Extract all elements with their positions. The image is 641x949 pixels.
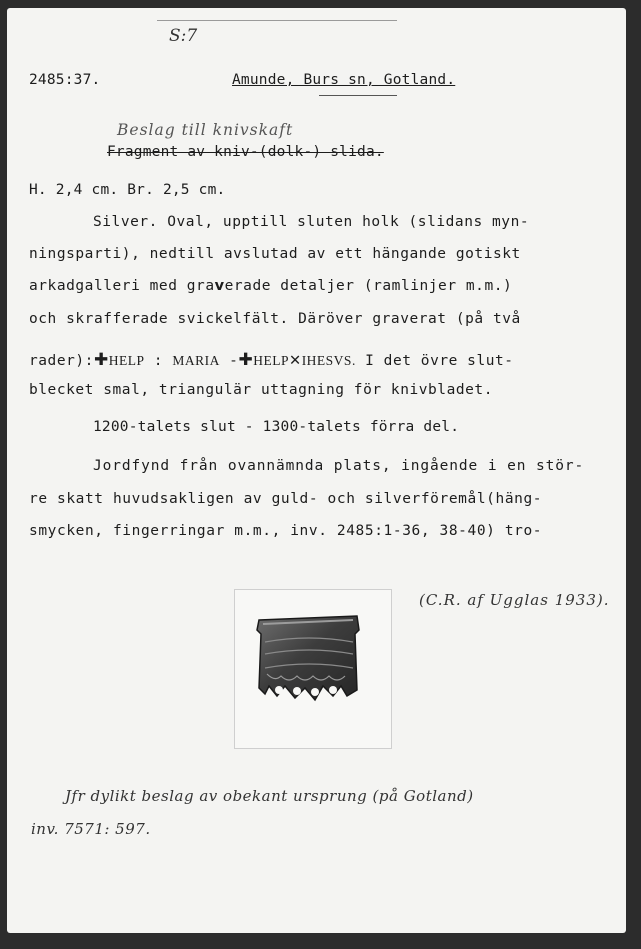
find-line-3: smycken, fingerringar m.m., inv. 2485:1-36, 38-40) tro-: [29, 523, 543, 539]
inventory-number: 2485:37.: [29, 72, 101, 88]
inscription-dash: -: [229, 353, 239, 369]
inscription-cross-2: ✚: [238, 350, 254, 370]
inscription-word-maria: MARIA: [172, 353, 220, 368]
inscription-cross-1: ✚: [93, 350, 109, 370]
top-note: S:7: [169, 26, 198, 46]
inscription-word-ihesvs: IHESVS.: [301, 353, 356, 368]
inscription-word-help-1: HELP: [108, 353, 145, 368]
description-line-5: rader):: [29, 353, 94, 369]
location-underline: [319, 95, 397, 96]
description-line-7: blecket smal, triangulär uttagning för knivbladet.: [29, 382, 493, 398]
handwritten-title: Beslag till knivskaft: [117, 121, 294, 139]
find-location: Amunde, Burs sn, Gotland.: [232, 72, 456, 88]
top-rule: [157, 20, 397, 21]
handwritten-note-line-1: Jfr dylikt beslag av obekant ursprung (på Gotland): [65, 787, 474, 805]
struck-title: Fragment av kniv-(dolk-) slida.: [107, 144, 384, 160]
inscription-line: [29, 350, 514, 370]
inserted-letter: v: [214, 278, 225, 294]
handwritten-reference: (C.R. af Ugglas 1933).: [419, 591, 610, 609]
description-line-4: och skrafferade svickelfält. Däröver graverat (på två: [29, 311, 521, 327]
description-line-3a: arkadgalleri med gra: [29, 278, 215, 294]
silver-fitting-image: [235, 590, 391, 748]
description-line-1: Silver. Oval, upptill sluten holk (slidans myn-: [93, 214, 530, 230]
dating: 1200-talets slut - 1300-talets förra del.: [93, 419, 460, 435]
description-line-6: I det övre slut-: [365, 353, 514, 369]
object-photo: [234, 589, 392, 749]
inscription-word-help-2: HELP: [253, 353, 289, 368]
inscription-separator-1: :: [153, 353, 164, 369]
description-line-3: [29, 278, 512, 294]
inscription-separator-2: ✕: [288, 353, 302, 369]
dimensions: H. 2,4 cm. Br. 2,5 cm.: [29, 182, 226, 198]
handwritten-note-line-2: inv. 7571: 597.: [31, 820, 151, 838]
find-line-2: re skatt huvudsakligen av guld- och silverföremål(häng-: [29, 491, 543, 507]
description-line-3b: erade detaljer (ramlinjer m.m.): [224, 278, 513, 294]
description-line-2: ningsparti), nedtill avslutad av ett hängande gotiskt: [29, 246, 521, 262]
find-line-1: Jordfynd från ovannämnda plats, ingående i en stör-: [93, 458, 585, 474]
catalog-card: [7, 8, 626, 933]
